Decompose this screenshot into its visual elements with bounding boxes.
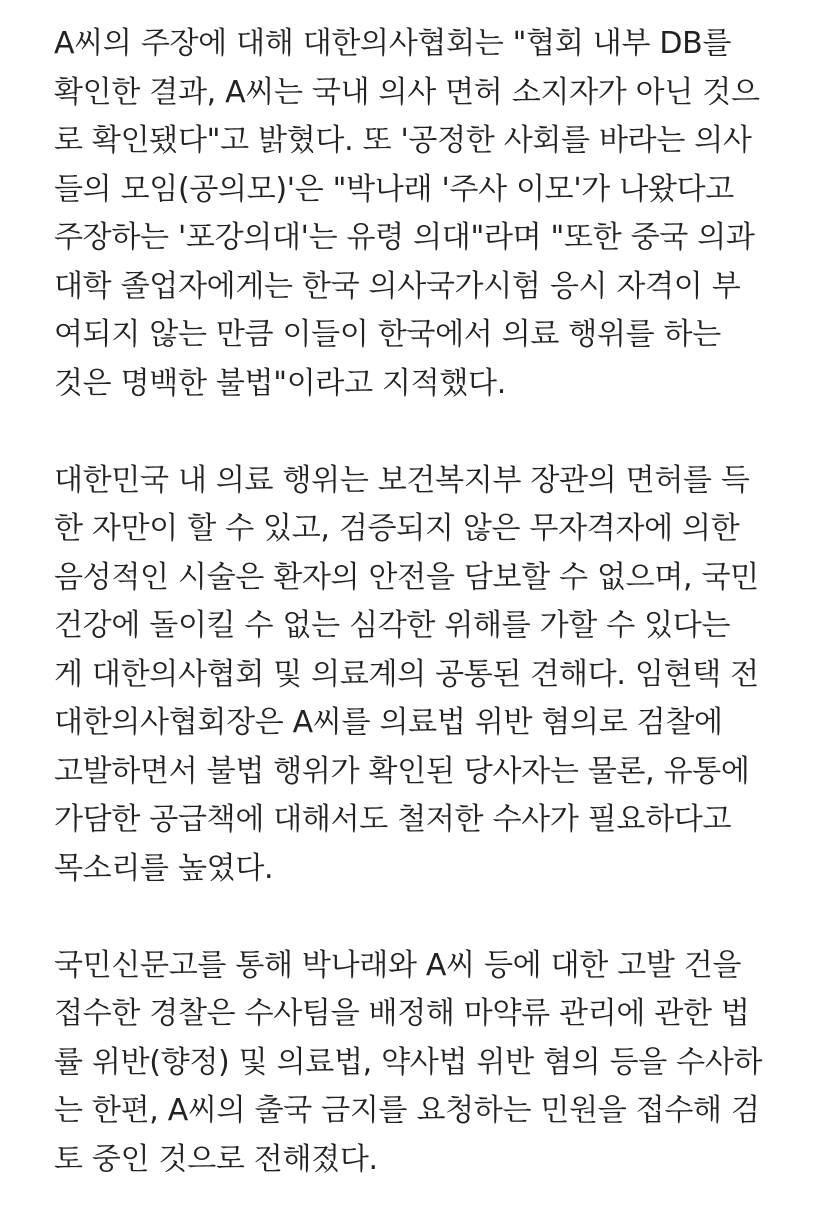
text-line: 가담한 공급책에 대해서도 철저한 수사가 필요하다고 [54, 802, 732, 837]
text-line: 들의 모임(공의모)'은 "박나래 '주사 이모'가 나왔다고 [54, 171, 734, 207]
text-line: 건강에 돌이킬 수 없는 심각한 위해를 가할 수 있다는 [54, 608, 731, 643]
text-line: 는 한편, A씨의 출국 금지를 요청하는 민원을 접수해 검 [54, 1093, 760, 1128]
paragraph-spacer [54, 893, 814, 942]
text-line: 대학 졸업자에게는 한국 의사국가시험 응시 자격이 부 [54, 268, 741, 304]
text-line: A씨의 주장에 대해 대한의사협회는 "협회 내부 DB를 [54, 26, 732, 61]
text-line: 확인한 결과, A씨는 국내 의사 면허 소지자가 아닌 것으 [54, 74, 760, 110]
text-line: 고발하면서 불법 행위가 확인된 당사자는 물론, 유통에 [54, 753, 750, 789]
text-line: 것은 명백한 불법"이라고 지적했다. [54, 365, 506, 401]
text-line: 여되지 않는 만큼 이들이 한국에서 의료 행위를 하는 [54, 317, 721, 352]
text-line: 대한민국 내 의료 행위는 보건복지부 장관의 면허를 득 [54, 462, 750, 498]
paragraph-2 [54, 457, 814, 894]
text-line: 토 중인 것으로 전해졌다. [54, 1141, 378, 1177]
text-line: 국민신문고를 통해 박나래와 A씨 등에 대한 고발 건을 [54, 947, 742, 983]
paragraph-3 [54, 942, 814, 1185]
text-line: 음성적인 시술은 환자의 안전을 담보할 수 없으며, 국민 [54, 559, 759, 595]
text-line: 대한의사협회장은 A씨를 의료법 위반 혐의로 검찰에 [54, 705, 723, 740]
text-line: 게 대한의사협회 및 의료계의 공통된 견해다. 임현택 전 [54, 656, 759, 692]
text-line: 률 위반(향정) 및 의료법, 약사법 위반 혐의 등을 수사하 [54, 1044, 763, 1080]
text-line: 로 확인됐다"고 밝혔다. 또 '공정한 사회를 바라는 의사 [54, 123, 752, 158]
text-line: 주장하는 '포강의대'는 유령 의대"라며 "또한 중국 의과 [54, 220, 755, 255]
text-line: 한 자만이 할 수 있고, 검증되지 않은 무자격자에 의한 [54, 511, 740, 546]
article-body [54, 20, 814, 1184]
text-line: 목소리를 높였다. [54, 850, 274, 886]
paragraph-spacer [54, 408, 814, 457]
text-line: 접수한 경찰은 수사팀을 배정해 마약류 관리에 관한 법 [54, 996, 750, 1031]
paragraph-1 [54, 20, 814, 408]
